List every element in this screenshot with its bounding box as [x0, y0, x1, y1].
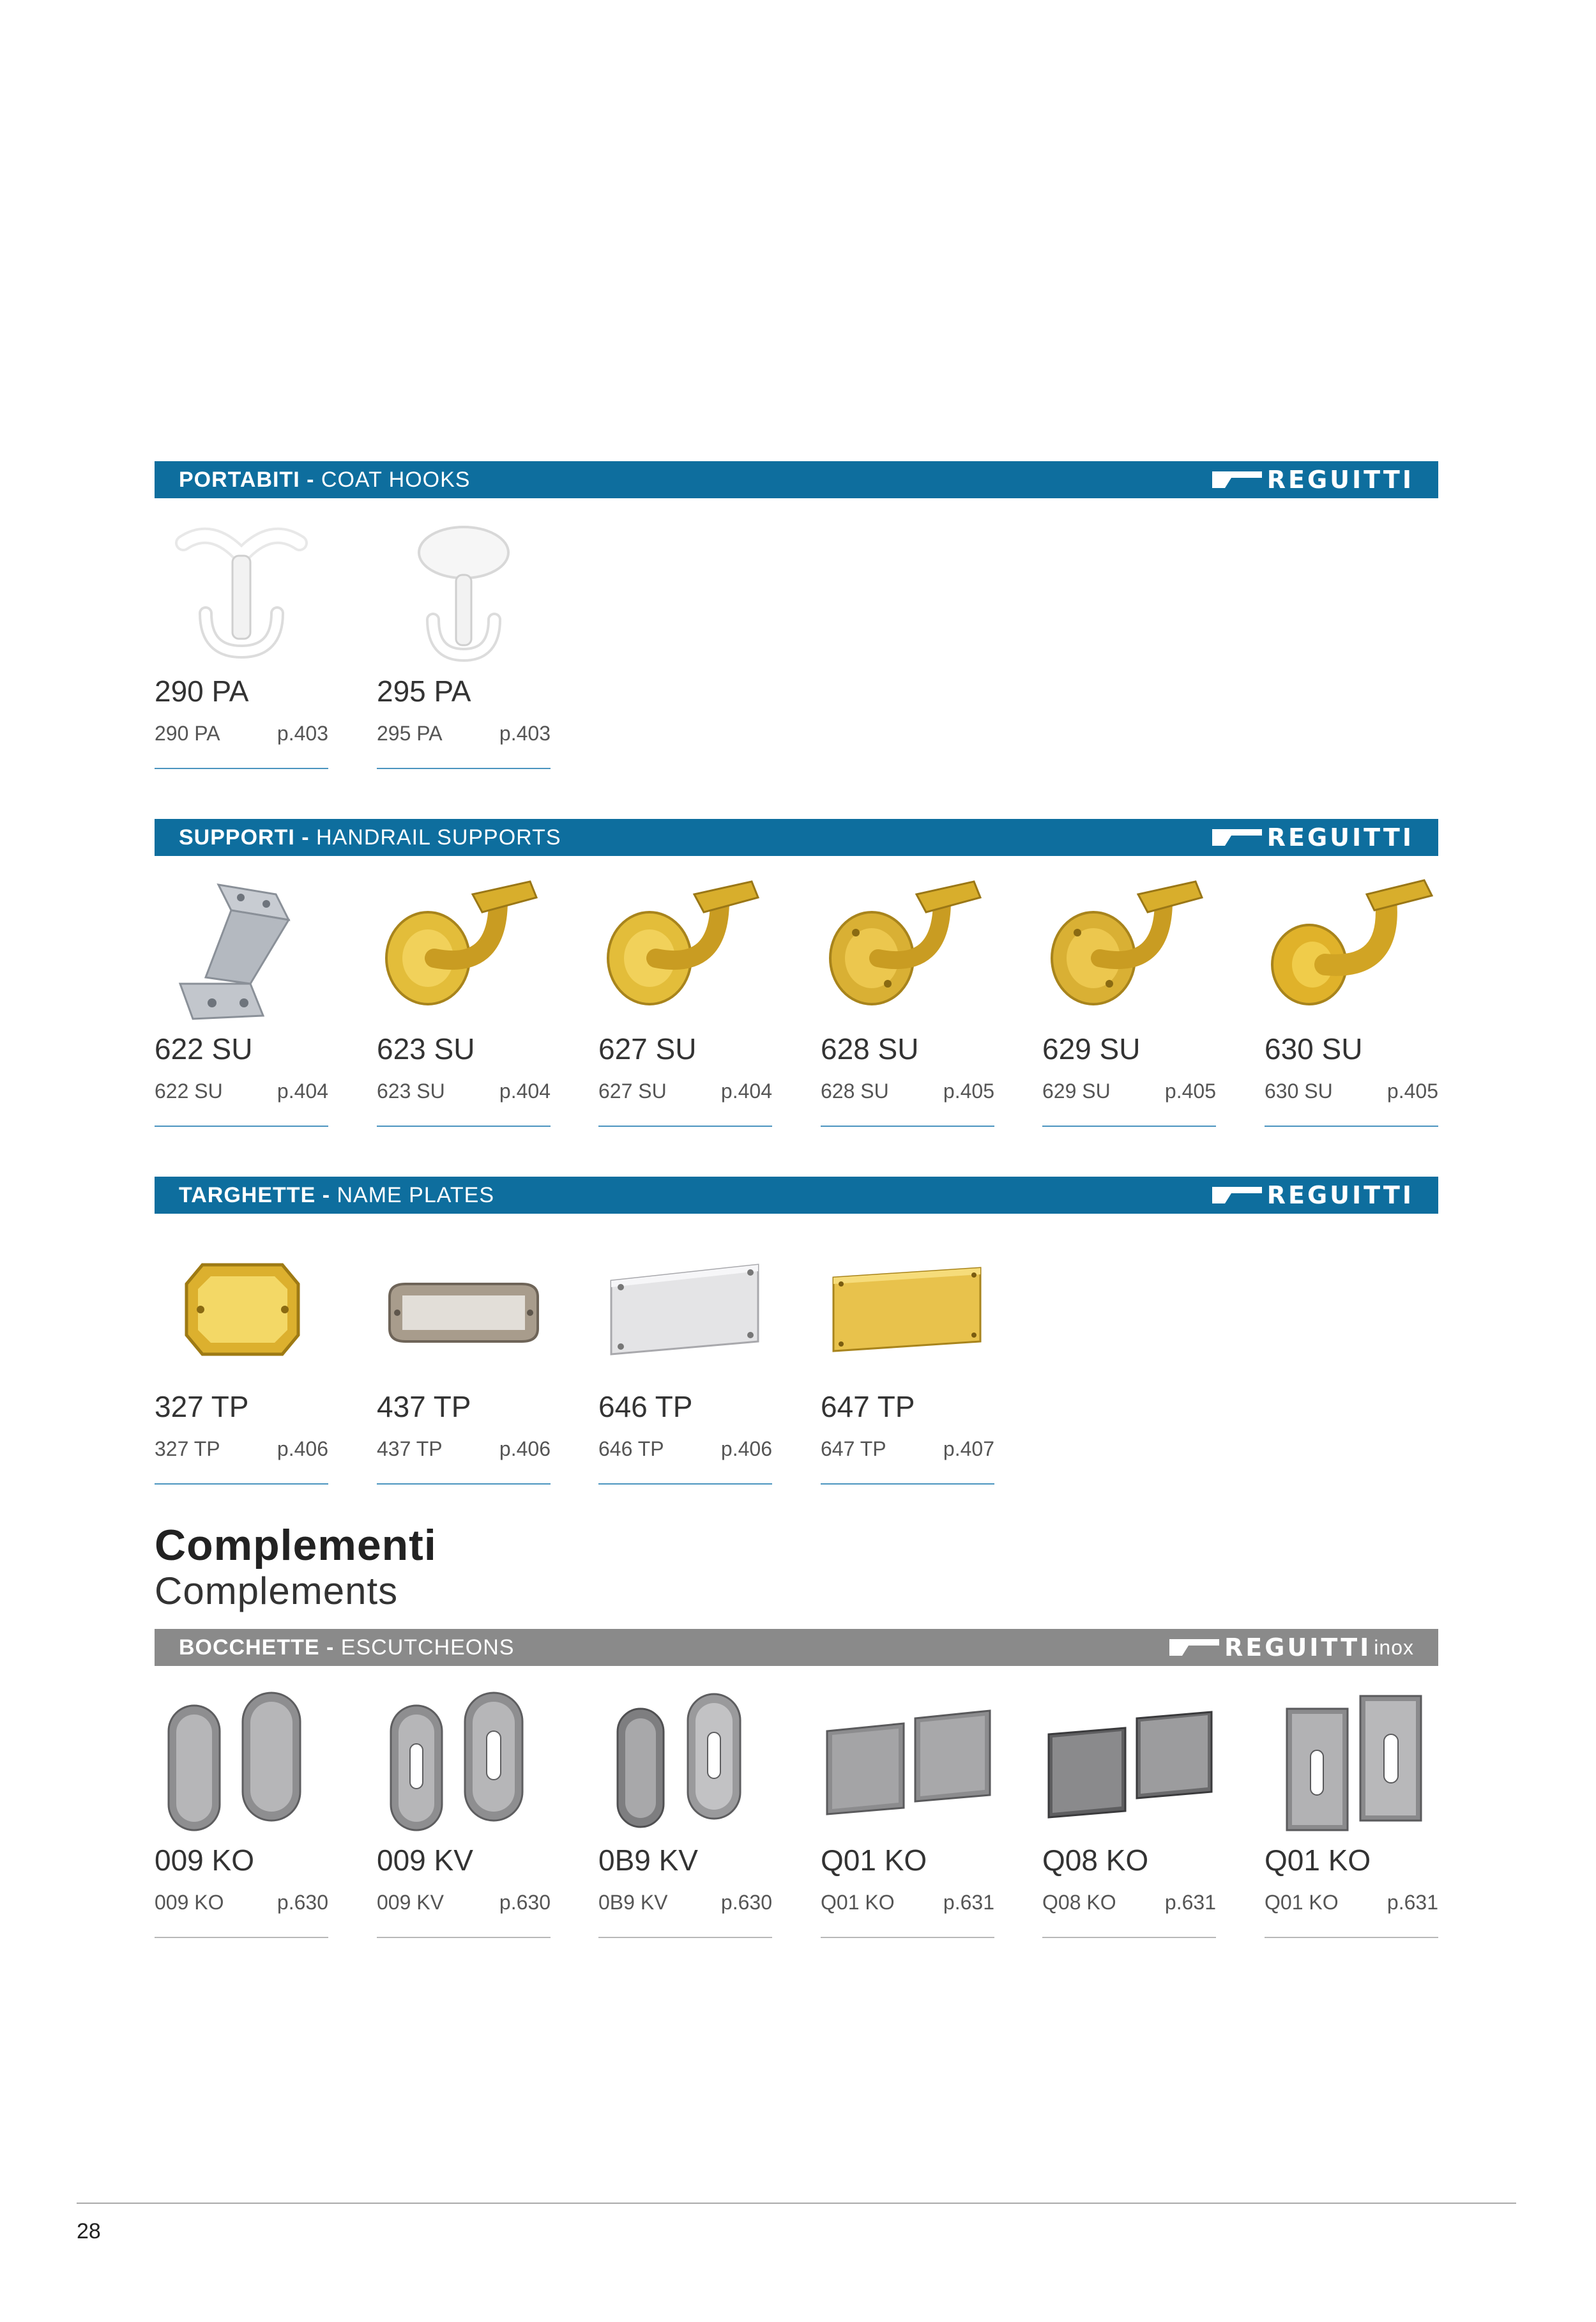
ref-page[interactable]: p.404 — [277, 1080, 328, 1103]
divider — [821, 1126, 994, 1127]
product-code: 646 TP — [598, 1390, 693, 1423]
handrail-support-icon — [598, 875, 772, 1035]
ref-page[interactable]: p.630 — [720, 1891, 772, 1914]
section-title-en: ESCUTCHEONS — [340, 1635, 515, 1660]
product-ref — [155, 722, 328, 745]
product-ref — [1042, 1080, 1216, 1103]
brand-name: REGUITTI — [1266, 466, 1414, 494]
ref-code: 628 SU — [821, 1080, 889, 1103]
name-plate-icon — [377, 1233, 551, 1393]
divider — [1042, 1126, 1216, 1127]
product-code: 627 SU — [598, 1032, 697, 1066]
product-ref — [598, 1891, 772, 1914]
section-header-name-plates — [155, 1177, 1438, 1214]
ref-page[interactable]: p.631 — [1387, 1891, 1438, 1914]
ref-code: Q01 KO — [821, 1891, 895, 1914]
product-ref — [377, 1437, 551, 1461]
divider — [377, 1937, 551, 1938]
escutcheon-icon — [598, 1686, 772, 1846]
divider — [598, 1126, 772, 1127]
product-ref — [598, 1080, 772, 1103]
ref-code: 0B9 KV — [598, 1891, 668, 1914]
section-title: BOCCHETTE - ESCUTCHEONS — [179, 1635, 515, 1660]
product-code: 295 PA — [377, 675, 471, 708]
brand-name: REGUITTI — [1266, 1181, 1414, 1209]
handrail-support-icon — [1265, 875, 1438, 1035]
product-code: 622 SU — [155, 1032, 253, 1066]
product-code: 290 PA — [155, 675, 249, 708]
footer-divider — [77, 2203, 1516, 2204]
product-ref — [821, 1437, 994, 1461]
name-plate-icon — [598, 1233, 772, 1393]
product-code: 628 SU — [821, 1032, 919, 1066]
escutcheon-icon — [155, 1686, 328, 1846]
divider — [377, 768, 551, 769]
section-title-en: COAT HOOKS — [321, 467, 471, 492]
ref-code: 009 KV — [377, 1891, 444, 1914]
handrail-support-icon — [1042, 875, 1216, 1035]
section-title: TARGHETTE - NAME PLATES — [179, 1182, 495, 1207]
product-code: 0B9 KV — [598, 1844, 698, 1877]
reguitti-inox-logo — [1169, 1633, 1414, 1661]
reguitti-mark-icon — [1169, 1639, 1219, 1656]
divider — [1042, 1937, 1216, 1938]
handrail-bracket-icon — [155, 875, 328, 1035]
section-header-handrail-supports — [155, 819, 1438, 856]
section-title-en: HANDRAIL SUPPORTS — [316, 825, 561, 850]
ref-code: 630 SU — [1265, 1080, 1333, 1103]
product-ref — [377, 1891, 551, 1914]
ref-page[interactable]: p.406 — [499, 1437, 551, 1460]
ref-page[interactable]: p.404 — [499, 1080, 551, 1103]
name-plate-icon — [821, 1233, 994, 1393]
reguitti-logo — [1212, 466, 1414, 494]
ref-code: 009 KO — [155, 1891, 224, 1914]
ref-code: 290 PA — [155, 722, 220, 745]
reguitti-mark-icon — [1212, 1187, 1262, 1203]
divider — [821, 1937, 994, 1938]
reguitti-mark-icon — [1212, 829, 1262, 846]
ref-page[interactable]: p.630 — [499, 1891, 551, 1914]
product-ref — [155, 1437, 328, 1461]
product-code: Q08 KO — [1042, 1844, 1149, 1877]
escutcheon-icon — [1042, 1686, 1216, 1846]
product-code: 647 TP — [821, 1390, 915, 1423]
divider — [598, 1483, 772, 1485]
ref-code: 622 SU — [155, 1080, 223, 1103]
brand-suffix: inox — [1374, 1635, 1414, 1659]
product-ref — [155, 1080, 328, 1103]
section-header-escutcheons — [155, 1629, 1438, 1666]
section-header-coat-hooks — [155, 461, 1438, 498]
brand-name: REGUITTI — [1266, 823, 1414, 852]
ref-code: 623 SU — [377, 1080, 445, 1103]
divider — [155, 1483, 328, 1485]
divider — [155, 1126, 328, 1127]
ref-page[interactable]: p.630 — [277, 1891, 328, 1914]
divider — [821, 1483, 994, 1485]
ref-code: 437 TP — [377, 1437, 443, 1460]
section-title-it: PORTABITI — [179, 467, 300, 492]
reguitti-logo — [1212, 1181, 1414, 1209]
ref-page[interactable]: p.407 — [943, 1437, 994, 1460]
handrail-support-icon — [821, 875, 994, 1035]
ref-code: 646 TP — [598, 1437, 664, 1460]
section-title-it: SUPPORTI — [179, 825, 295, 850]
ref-page[interactable]: p.631 — [943, 1891, 994, 1914]
section-title: PORTABITI - COAT HOOKS — [179, 467, 471, 492]
ref-page[interactable]: p.405 — [1387, 1080, 1438, 1103]
product-code: 437 TP — [377, 1390, 471, 1423]
product-code: 629 SU — [1042, 1032, 1141, 1066]
product-code: 623 SU — [377, 1032, 475, 1066]
section-title-it: TARGHETTE — [179, 1182, 316, 1207]
reguitti-mark-icon — [1212, 471, 1262, 488]
divider — [377, 1126, 551, 1127]
brand-name: REGUITTI — [1224, 1633, 1372, 1661]
ref-page[interactable]: p.406 — [277, 1437, 328, 1460]
product-code: 630 SU — [1265, 1032, 1363, 1066]
divider — [155, 1937, 328, 1938]
ref-code: 627 SU — [598, 1080, 667, 1103]
ref-code: 295 PA — [377, 722, 443, 745]
product-ref — [821, 1891, 994, 1914]
ref-code: Q08 KO — [1042, 1891, 1116, 1914]
section-title: SUPPORTI - HANDRAIL SUPPORTS — [179, 825, 561, 850]
product-ref — [377, 1080, 551, 1103]
reguitti-logo — [1212, 823, 1414, 852]
product-ref — [377, 722, 551, 745]
product-code: 009 KV — [377, 1844, 473, 1877]
escutcheon-icon — [377, 1686, 551, 1846]
product-code: Q01 KO — [821, 1844, 927, 1877]
coat-hook-icon — [155, 517, 328, 677]
divider — [1265, 1937, 1438, 1938]
ref-code: 647 TP — [821, 1437, 886, 1460]
coat-hook-knob-icon — [377, 517, 551, 677]
product-ref — [1042, 1891, 1216, 1914]
heading-complementi: Complementi — [155, 1521, 437, 1570]
ref-page[interactable]: p.405 — [1164, 1080, 1216, 1103]
handrail-support-icon — [377, 875, 551, 1035]
ref-code: Q01 KO — [1265, 1891, 1339, 1914]
name-plate-icon — [155, 1233, 328, 1393]
product-code: 009 KO — [155, 1844, 254, 1877]
ref-page[interactable]: p.406 — [720, 1437, 772, 1460]
section-title-it: BOCCHETTE — [179, 1635, 320, 1660]
ref-page[interactable]: p.404 — [720, 1080, 772, 1103]
divider — [1265, 1126, 1438, 1127]
divider — [598, 1937, 772, 1938]
escutcheon-icon — [821, 1686, 994, 1846]
product-ref — [821, 1080, 994, 1103]
ref-page[interactable]: p.403 — [277, 722, 328, 745]
ref-page[interactable]: p.631 — [1164, 1891, 1216, 1914]
escutcheon-icon — [1265, 1686, 1438, 1846]
product-ref — [598, 1437, 772, 1461]
divider — [155, 768, 328, 769]
page-number: 28 — [77, 2219, 101, 2243]
ref-code: 629 SU — [1042, 1080, 1111, 1103]
ref-page[interactable]: p.403 — [499, 722, 551, 745]
product-ref — [1265, 1080, 1438, 1103]
heading-complements: Complements — [155, 1570, 399, 1612]
ref-page[interactable]: p.405 — [943, 1080, 994, 1103]
divider — [377, 1483, 551, 1485]
product-ref — [155, 1891, 328, 1914]
product-code: Q01 KO — [1265, 1844, 1371, 1877]
product-code: 327 TP — [155, 1390, 249, 1423]
product-ref — [1265, 1891, 1438, 1914]
section-title-en: NAME PLATES — [337, 1182, 495, 1207]
ref-code: 327 TP — [155, 1437, 220, 1460]
